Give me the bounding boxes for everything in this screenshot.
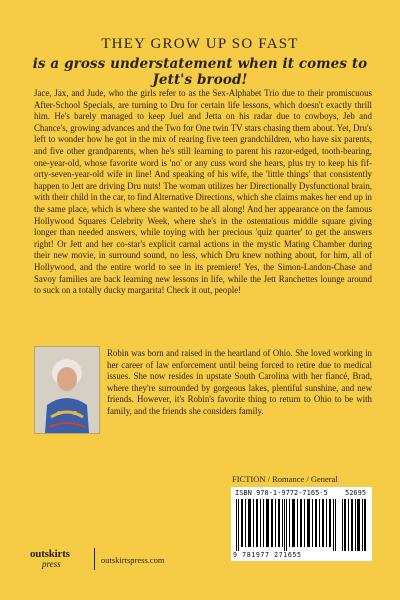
publisher-logo-line2: press (42, 559, 61, 569)
publisher-url: outskirtspress.com (101, 555, 165, 565)
barcode-digits: 9 781977 271655 (233, 551, 302, 559)
cover-subtitle: is a gross understatement when it comes to Jett's brood! (32, 56, 368, 88)
price-barcode-bars (341, 499, 367, 551)
isbn-barcode (231, 487, 372, 561)
author-bio: Robin was born and raised in the heartland of Ohio. She loved working in her career of law enforcement until being forced to retire due to medical issues. She now resides in upstate South Carolina with her fiancé, Brad, where they're surrounded by gorgeous lakes, plentiful sunshine, and new friends. However, it's Robin's favorite thing to return to Ohio to be with family, and the friends she considers family. (107, 348, 372, 416)
book-blurb: Jace, Jax, and Jude, who the girls refer to as the Sex-Alphabet Trio due to their promiscuous After-School Specials, are turning to Dru for certain life lessons, which doesn't exactly thrill him. He's barely managed to keep Juel and Jetta on his radar due to cowboys, Jeb and Chance's, growing advances and the Two for One twin TV stars chasing them about. Yet, Dru's left to wonder how he got in the mix of rearing five teen grandchildren, who have six parents, and five other grandparents, when he's still learning to parent his razor-edged, tooth-bearing, one-year-old, whose favorite word is 'no' or any cuss word she hears, plus try to keep his fif-orty-seven-year-old wife in line! And speaking of his wife, the 'little things' that consistently happen to Jett are driving Dru nuts! The woman utilizes her Directionally Dysfunctional brain, with their child in the car, to find Alternative Directions, which she claims makes her end up in the same place, which is where she wanted to be all along! And her appearance on the famous Hollywood Squares Celebrity Week, where she's in the ostentatious middle square giving longer than needed answers, while toying with her precious 'quiz quarter' to get the answers right! Or Jett and her co-star's explicit carnal actions in the mystic Mating Chamber during their new movie, in surround sound, no less, which Dru knew nothing about, for him, all of Hollywood, and the entire world to see in its premiere! Yes, the Simon-Landon-Chase and Savoy families are back learning new lessons in life, while the Jett Ranchettes lounge around to suck on a totally ducky margarita! Check it out, people! (34, 88, 372, 296)
publisher-logo-line1: outskirts (30, 548, 70, 560)
isbn-text: ISBN 978-1-9772-7165-5 (235, 489, 328, 497)
price-code: 52695 (345, 489, 367, 497)
cover-title: THEY GROW UP SO FAST (101, 36, 299, 52)
author-photo (34, 346, 100, 434)
genre-label: FICTION / Romance / General (232, 474, 338, 484)
publisher-logo (30, 549, 70, 569)
publisher-divider (94, 548, 95, 570)
barcode-bars (235, 499, 337, 551)
